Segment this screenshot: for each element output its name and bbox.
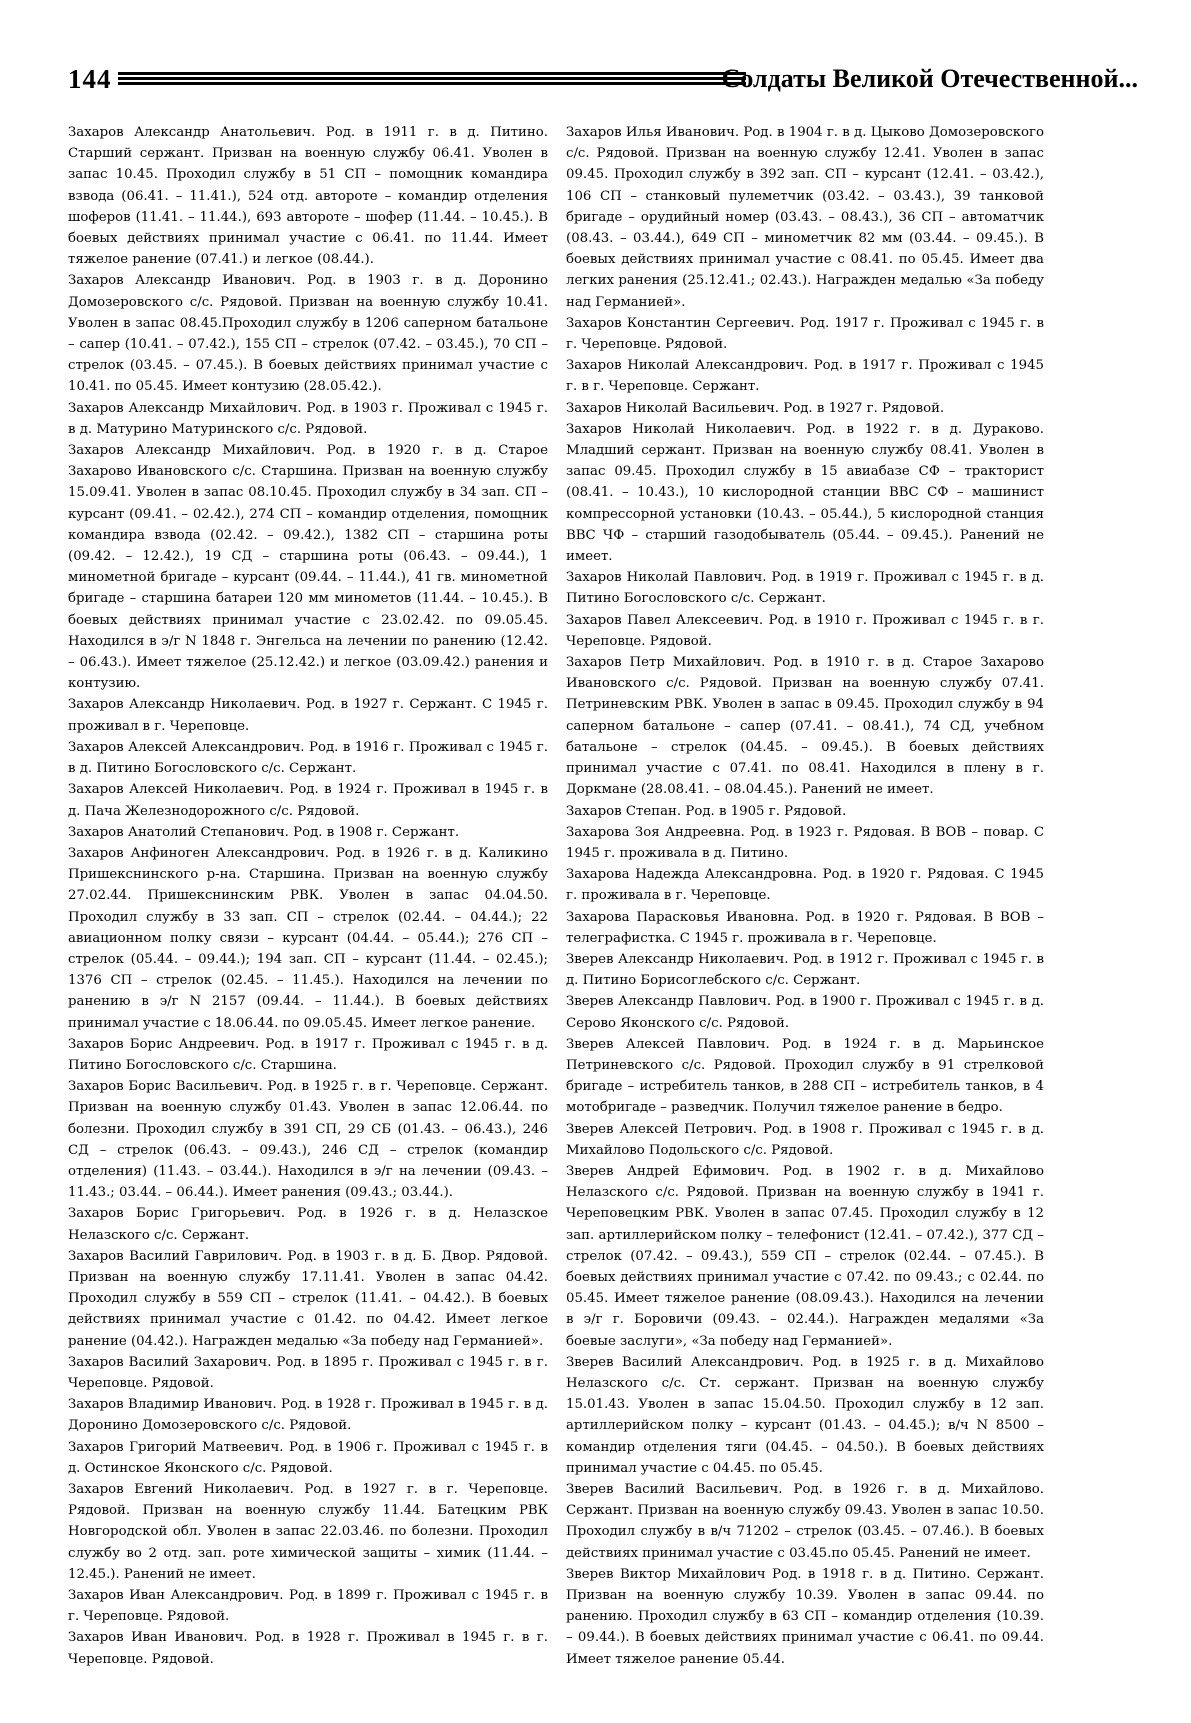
entry: Захаров Петр Михайлович. Род. в 1910 г. в д. Старое Захарово Ивановского с/с. Рядовой. Призван на военную службу 07.41. Петриневским РВК. Уволен в запас в 09.45. Проходил службу в 94 саперном батальоне – сапер (07.41. – 08.41.), 74 СД, учебном батальоне – стрелок (04.45. – 09.45.). В боевых действиях принимал участие с 07.41. по 08.41. Находился в плену в г. Доркмане (28.08.41. – 08.04.45.). Ранений не имеет. bbox=[566, 655, 1044, 798]
entry: Захаров Александр Анатольевич. Род. в 1911 г. в д. Питино. Старший сержант. Призван на военную службу 06.41. Уволен в запас 10.45. Проходил службу в 51 СП – помощник командира взвода (06.41. – 11.41.), 524 отд. автороте – командир отделения шоферов (11.41. – 11.44.), 693 автороте – шофер (11.44. – 10.45.). В боевых действиях принимал участие с 06.41. по 11.44. Имеет тяжелое ранение (07.41.) и легкое (08.44.). bbox=[68, 125, 548, 268]
entry: Зверев Алексей Павлович. Род. в 1924 г. в д. Марьинское Петриневского с/с. Рядовой. Проходил службу в 91 стрелковой бригаде – истребитель танков, в 288 СП – истребитель танков, в 4 мотобригаде – разведчик. Получил тяжелое ранение в бедро. bbox=[566, 1036, 1044, 1116]
page-number: 144 bbox=[68, 64, 112, 94]
entry: Захаров Анатолий Степанович. Род. в 1908 г. Сержант. bbox=[68, 824, 460, 840]
entry: Захаров Александр Николаевич. Род. в 1927 г. Сержант. С 1945 г. проживал в г. Череповце. bbox=[68, 697, 548, 734]
entry: Захаров Николай Васильевич. Род. в 1927 г. Рядовой. bbox=[566, 400, 945, 416]
entry: Зверев Алексей Петрович. Род. в 1908 г. Проживал с 1945 г. в д. Михайлово Подольского с/с. Рядовой. bbox=[566, 1121, 1044, 1158]
entry: Захаров Алексей Николаевич. Род. в 1924 г. Проживал в 1945 г. в д. Пача Железнодорожного с/с. Рядовой. bbox=[68, 782, 548, 819]
entry: Захаров Илья Иванович. Род. в 1904 г. в д. Цыково Домозеровского с/с. Рядовой. Призван на военную службу 12.41. Уволен в запас 09.45. Проходил службу в 392 зап. СП – курсант (12.41. – 03.42.), 106 СП – станковый пулеметчик (03.42. – 03.43.), 39 танковой бригаде – орудийный номер (03.43. – 08.43.), 36 СП – автоматчик (08.43. – 03.44.), 649 СП – минометчик 82 мм (03.44. – 09.45.). В боевых действиях принимал участие с 08.41. по 05.45. Имеет два легких ранения (25.12.41.; 02.43.). Награжден медалью «За победу над Германией». bbox=[566, 125, 1044, 310]
entry: Захаров Николай Александрович. Род. в 1917 г. Проживал с 1945 г. в г. Череповце. Сержант. bbox=[566, 358, 1044, 395]
entry: Захаров Павел Алексеевич. Род. в 1910 г. Проживал с 1945 г. в г. Череповце. Рядовой. bbox=[566, 612, 1044, 649]
entry: Захаров Борис Андреевич. Род. в 1917 г. Проживал с 1945 г. в д. Питино Богословского с/с. Старшина. bbox=[68, 1036, 548, 1073]
entry: Захаров Борис Григорьевич. Род. в 1926 г. в д. Нелазское Нелазского с/с. Сержант. bbox=[68, 1206, 548, 1243]
entry: Захарова Зоя Андреевна. Род. в 1923 г. Рядовая. В ВОВ – повар. С 1945 г. проживала в д. Питино. bbox=[566, 824, 1044, 861]
entry: Захаров Григорий Матвеевич. Род. в 1906 г. Проживал с 1945 г. в д. Остинское Яконского с/с. Рядовой. bbox=[68, 1439, 548, 1476]
entry: Захаров Иван Иванович. Род. в 1928 г. Проживал в 1945 г. в г. Череповце. Рядовой. bbox=[68, 1630, 548, 1667]
entry: Захарова Парасковья Ивановна. Род. в 1920 г. Рядовая. В ВОВ – телеграфистка. С 1945 г. проживала в г. Череповце. bbox=[566, 909, 1044, 946]
entry: Зверев Александр Николаевич. Род. в 1912 г. Проживал с 1945 г. в д. Питино Борисоглебского с/с. Сержант. bbox=[566, 951, 1044, 989]
entry: Захаров Александр Иванович. Род. в 1903 г. в д. Доронино Домозеровского с/с. Рядовой. Призван на военную службу 10.41. Уволен в запас 08.45.Проходил службу в 1206 саперном батальоне – сапер (10.41. – 07.42.), 155 СП – стрелок (07.42. – 03.45.), 70 СП – стрелок (03.45. – 07.45.). В боевых действиях принимал участие с 10.41. по 05.45. Имеет контузию (28.05.42.). bbox=[68, 273, 548, 395]
entry: Захаров Василий Гаврилович. Род. в 1903 г. в д. Б. Двор. Рядовой. Призван на военную службу 17.11.41. Уволен в запас 04.42. Проходил службу в 559 СП – стрелок (11.41. – 04.42.). В боевых действиях принимал участие с 01.42. по 04.42. Имеет легкое ранение (04.42.). Награжден медалью «За победу над Германией». bbox=[68, 1248, 548, 1349]
entry: Зверев Василий Александрович. Род. в 1925 г. в д. Михайлово Нелазского с/с. Ст. сержант. Призван на военную службу 15.01.43. Уволен в запас 15.04.50. Проходил службу в 12 зап. артиллерийском полку – курсант (01.43. – 04.45.); в/ч N 8500 – командир отделения тяги (04.45. – 04.50.). В боевых действиях принимал участие с 04.45. по 05.45. bbox=[566, 1354, 1044, 1476]
entry: Захаров Александр Михайлович. Род. в 1903 г. Проживал с 1945 г. в д. Матурино Матуринского с/с. Рядовой. bbox=[68, 400, 548, 437]
entry: Захаров Иван Александрович. Род. в 1899 г. Проживал с 1945 г. в г. Череповце. Рядовой. bbox=[68, 1588, 548, 1625]
entry: Зверев Виктор Михайлович Род. в 1918 г. в д. Питино. Сержант. Призван на военную службу 10.39. Уволен в запас 09.44. по ранению. Проходил службу в 63 СП – командир отделения (10.39. – 09.44.). В боевых действиях принимал участие с 06.41. по 09.44. Имеет тяжелое ранение 05.44. bbox=[566, 1566, 1044, 1667]
entry: Захаров Николай Николаевич. Род. в 1922 г. в д. Дураково. Младший сержант. Призван на военную службу 08.41. Уволен в запас 09.45. Проходил службу в 15 авиабазе СФ – тракторист (08.41. – 10.43.), 10 кислородной станции ВВС СФ – машинист компрессорной установки (10.43. – 05.44.), 5 кислородной станция ВВС ЧФ – старший газодобыватель (05.44. – 09.45.). Ранений не имеет. bbox=[566, 421, 1044, 565]
entry: Зверев Андрей Ефимович. Род. в 1902 г. в д. Михайлово Нелазского с/с. Рядовой. Призван на военную службу в 1941 г. Череповецким РВК. Уволен в запас 07.45. Проходил службу в 12 зап. артиллерийском полку – телефонист (12.41. – 07.42.), 377 СД – стрелок (07.42. – 09.43.), 559 СП – стрелок (02.44. – 07.45.). В боевых действиях принимал участие с 07.42. по 09.43.; с 02.44. по 05.45. Имеет тяжелое ранение (08.09.43.). Находился на лечении в э/г г. Боровичи (09.43. – 02.44.). Награжден медалями «За боевые заслуги», «За победу над Германией». bbox=[566, 1163, 1044, 1349]
right-column bbox=[566, 122, 1044, 1670]
entry: Захаров Борис Васильевич. Род. в 1925 г. в г. Череповце. Сержант. Призван на военную службу 01.43. Уволен в запас 12.06.44. по болезни. Проходил службу в 391 СП, 29 СБ (01.43. – 06.43.), 246 СД – стрелок (06.43. – 09.43.), 246 СД – стрелок (командир отделения) (11.43. – 03.44.). Находился в э/г на лечении (09.43. – 11.43.; 03.44. – 06.44.). Имеет ранения (09.43.; 03.44.). bbox=[68, 1079, 548, 1201]
entry: Захаров Степан. Род. в 1905 г. Рядовой. bbox=[566, 803, 847, 819]
entry: Захаров Константин Сергеевич. Род. 1917 г. Проживал с 1945 г. в г. Череповце. Рядовой. bbox=[566, 315, 1044, 353]
left-column bbox=[68, 122, 548, 1670]
page-header bbox=[68, 62, 1138, 96]
entry: Захаров Александр Михайлович. Род. в 1920 г. в д. Старое Захарово Ивановского с/с. Старшина. Призван на военную службу 15.09.41. Уволен в запас 08.10.45. Проходил службу в 34 зап. СП – курсант (09.41. – 02.42.), 274 СП – командир отделения, помощник командира взвода (02.42. – 09.42.), 1382 СП – старшина роты (09.42. – 12.42.), 19 СД – старшина роты (06.43. – 09.44.), 1 минометной бригаде – курсант (09.44. – 11.44.), 41 гв. минометной бригаде – старшина батареи 120 мм минометов (11.44. – 10.45.). В боевых действиях принимал участие с 23.02.42. по 09.05.45. Находился в э/г N 1848 г. Энгельса на лечении по ранению (12.42. – 06.43.). Имеет тяжелое (25.12.42.) и легкое (03.09.42.) ранения и контузию. bbox=[68, 443, 548, 692]
entry: Захаров Алексей Александрович. Род. в 1916 г. Проживал с 1945 г. в д. Питино Богословского с/с. Сержант. bbox=[68, 739, 548, 777]
entry: Захаров Николай Павлович. Род. в 1919 г. Проживал с 1945 г. в д. Питино Богословского с/с. Сержант. bbox=[566, 570, 1044, 607]
entry: Зверев Александр Павлович. Род. в 1900 г. Проживал с 1945 г. в д. Серово Яконского с/с. Рядовой. bbox=[566, 994, 1044, 1031]
header-rule bbox=[118, 72, 746, 87]
entry: Захаров Владимир Иванович. Род. в 1928 г. Проживал в 1945 г. в д. Доронино Домозеровского с/с. Рядовой. bbox=[68, 1397, 548, 1434]
entry: Захаров Анфиноген Александрович. Род. в 1926 г. в д. Каликино Пришекснинского р-на. Старшина. Призван на военную службу 27.02.44. Пришекснинским РВК. Уволен в запас 04.04.50. Проходил службу в 33 зап. СП – стрелок (02.44. – 04.44.); 22 авиационном полку связи – курсант (04.44. – 05.44.); 276 СП – стрелок (05.44. – 09.44.); 194 зап. СП – курсант (11.44. – 02.45.); 1376 СП – стрелок (02.45. – 11.45.). Находился на лечении по ранению в э/г N 2157 (09.44. – 11.44.). В боевых действиях принимал участие с 18.06.44. по 09.05.45. Имеет легкое ранение. bbox=[68, 845, 548, 1031]
entry: Зверев Василий Васильевич. Род. в 1926 г. в д. Михайлово. Сержант. Призван на военную службу 09.43. Уволен в запас 10.50. Проходил службу в в/ч 71202 – стрелок (03.45. – 07.46.). В боевых действиях принимал участие с 03.45.по 05.45. Ранений не имеет. bbox=[566, 1482, 1044, 1561]
entry: Захаров Евгений Николаевич. Род. в 1927 г. в г. Череповце. Рядовой. Призван на военную службу 11.44. Батецким РВК Новгородской обл. Уволен в запас 22.03.46. по болезни. Проходил службу во 2 отд. зап. роте химической защиты – химик (11.44. – 12.45.). Ранений не имеет. bbox=[68, 1482, 548, 1582]
entry: Захарова Надежда Александровна. Род. в 1920 г. Рядовая. С 1945 г. проживала в г. Череповце. bbox=[566, 867, 1044, 904]
book-title: Солдаты Великой Отечественной... bbox=[721, 64, 1138, 93]
entry: Захаров Василий Захарович. Род. в 1895 г. Проживал с 1945 г. в г. Череповце. Рядовой. bbox=[68, 1354, 548, 1391]
